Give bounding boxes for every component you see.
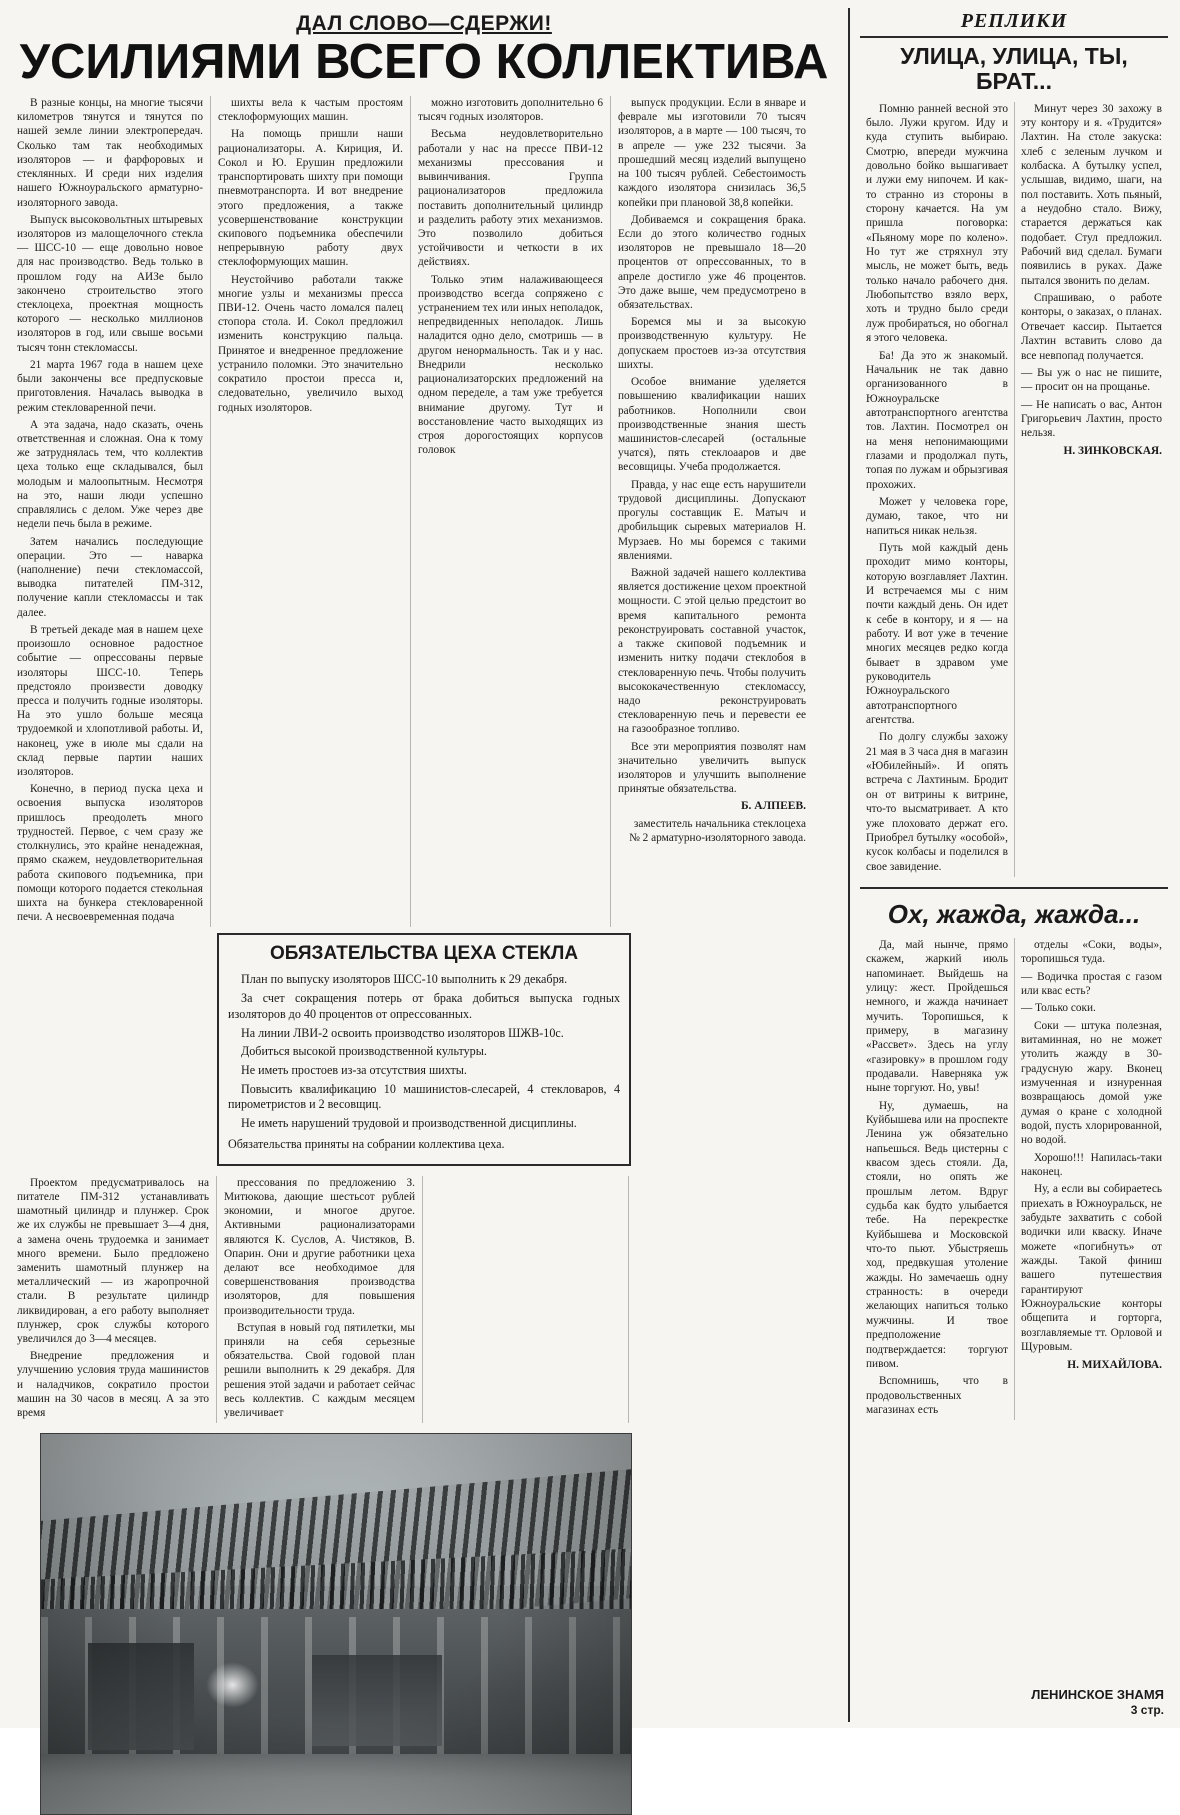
thirst-column-2	[1014, 938, 1168, 1420]
paragraph: Вспомнишь, что в продовольственных магазинах есть	[866, 1375, 1008, 1416]
obligation-item: Повысить квалификацию 10 машинистов-слесарей, 4 стекловаров, 4 пирометристов и 2 весовщиц.	[228, 1081, 620, 1112]
repliki-article2-title: Ох, жажда, жажда...	[887, 898, 1141, 929]
paragraph: На помощь пришли наши рационализаторы. А. Кириция, И. Сокол и Ю. Ерушин предложили транспортировать шихту при помощи пневмотранспорта. И вот внедрение этого предложения, а также усовершенствование конструкции скипового подъемника обеспечили непрерывную работу двух стеклоформующих машин.	[218, 128, 403, 269]
lower-column-3	[422, 1176, 628, 1424]
obligation-item: Добиться высокой производственной культуры.	[241, 1044, 487, 1059]
paragraph: Внедрение предложения и улучшению условия труда машинистов и наладчиков, сократило простои машин на 30 часов в месяц. А за это время	[17, 1350, 209, 1420]
paragraph: Ну, думаешь, на Куйбышева или на проспекте Ленина уж обязательно напьешься. Ведь цистерны с квасом здесь стояли. Да, стояли, но опять же прошлым летом. Вдруг судьба как будто улыбается тебе. На перекрестке Куйбышева и Московской что-то пьют. Убыстряешь ход, предвкушая утоление жажды. Но замечаешь одну странность: в очереди желающих напиться только мужчины. И твое предположение подтверждается: торгуют пивом.	[866, 1099, 1008, 1370]
paragraph: Ну, а если вы собираетесь приехать в Южноуральск, не забудьте захватить с собой водички или кваску. Иначе можете «погибнуть» от жажды. Такой финиш вашего путешествия гарантируют Южноуральские конторы общепита и горторга, возглавляемые тт. Орловой и Щуровым.	[1021, 1183, 1162, 1354]
photo-image	[41, 1434, 631, 1814]
paragraph: Конечно, в период пуска цеха и освоения выпуска изоляторов пришлось преодолеть много трудностей. Первое, с чем сразу же столкнулись, это крайне ненадежная, прямо скажем, неудовлетворительная работа скипового подъемника, при помощи которого подается стекольная шихта на бункера стекловаренной печи. А несвоевременная подача	[17, 783, 203, 924]
article-kicker: ДАЛ СЛОВО—СДЕРЖИ!	[296, 12, 552, 35]
obligations-footer: Обязательства приняты на собрании коллектива цеха.	[228, 1136, 505, 1151]
main-article-columns	[10, 96, 838, 927]
paragraph: 21 марта 1967 года в нашем цехе были закончены все предпусковые приготовления. Началась выводка в режим стекловаренной печи.	[17, 358, 203, 414]
paragraph: Добиваемся и сокращения брака. Если до этого количество годных изоляторов не превышало 18—20 процентов от опрессованных, то в апреле достигло уже 46 процентов. Это даже выше, чем предусмотрено в обязательствах.	[618, 213, 806, 312]
newspaper-name: ЛЕНИНСКОЕ ЗНАМЯ	[1031, 1686, 1164, 1702]
paragraph: А эта задача, надо сказать, очень ответственная и сложная. Она к тому же затруднялась тем, что коллектив цеха только еще складывался, был молодым и малоопытным. Несмотря на это, наши люди успешно справлялись с делом. Уже через две недели печь была в режиме.	[17, 418, 203, 531]
article-signature-role: заместитель начальника стеклоцеха № 2 арматурно-изоляторного завода.	[629, 817, 806, 845]
repliki-article1-signature: Н. ЗИНКОВСКАЯ.	[1063, 444, 1162, 457]
paragraph: можно изготовить дополнительно 6 тысяч годных изоляторов.	[418, 96, 603, 124]
repliki-column-1	[860, 102, 1014, 877]
paragraph: Особое внимание уделяется повышению квалификации наших работников. Нополнили свои производственные знания шесть машинистов-слесарей (остальные учатся), пять стеклоааров и две весовщицы. Учеба продолжается.	[618, 376, 806, 474]
factory-workshop-photo	[40, 1433, 632, 1815]
main-article-section	[10, 8, 850, 1722]
paragraph: — Только соки.	[1021, 1002, 1096, 1015]
repliki-column-2	[1014, 102, 1168, 877]
article-signature-name: Б. АЛПЕЕВ.	[740, 800, 806, 813]
paragraph: Боремся мы и за высокую производственную культуру. Не допускаем простоев из-за отсутствия шихты.	[618, 316, 806, 371]
rubric-title: РЕПЛИКИ	[960, 10, 1068, 32]
paragraph: Спрашиваю, о работе конторы, о заказах, о планах. Отвечает кассир. Пытается Лахтин вставить слово да все невпопад получается.	[1021, 292, 1162, 362]
paragraph: Неустойчиво работали также многие узлы и механизмы пресса ПВИ-12. Очень часто ломался палец стопора стола. И. Сокол предложил изменить конструкцию пальца. Принятое и внедренное предложение устранило поломки. Это значительно сократило простои пресса и, следовательно, увеличило выход годных изоляторов.	[218, 273, 403, 414]
paragraph: Да, май нынче, прямо скажем, жаркий июль напоминает. Выйдешь на улицу: жест. Пройдешься немного, и жажда начинает мучить. Торопишься, к примеру, в магазину «Рассвет». Здесь на углу «газировку» в прошлом году продавали. Наверняка уж ныне торгуют. Но, увы!	[866, 938, 1008, 1095]
repliki-article1-title: УЛИЦА, УЛИЦА, ТЫ, БРАТ...	[900, 43, 1128, 94]
obligations-title: ОБЯЗАТЕЛЬСТВА ЦЕХА СТЕКЛА	[269, 943, 579, 965]
article-column-2	[210, 96, 410, 927]
paragraph: Весьма неудовлетворительно работали у нас на прессе ПВИ-12 механизмы прессования и вывинчивания. Группа рационализаторов предложила поставить дополнительный цилиндр и разделить работу этих механизмов. Это позволило добиться устойчивости и четкости в их действиях.	[418, 128, 603, 269]
paragraph: В разные концы, на многие тысячи километров тянутся и тянутся по нашей земле линии электропередач. Сколько там так необходимых изоляторов — и фарфоровых и стеклянных. И среди них изделия нашего Южноуральского арматурно-изоляторного завода.	[17, 96, 203, 209]
photo-vignette	[41, 1434, 631, 1814]
paragraph: Вступая в новый год пятилетки, мы приняли на себя серьезные обязательства. Свой годовой план решили выполнить к 29 декабря. Для решения этой задачи и работает сейчас весь коллектив. С каждым месяцем увеличивает	[224, 1321, 415, 1420]
paragraph: — Водичка простая с газом или квас есть?	[1021, 970, 1162, 997]
newspaper-page-number: 3 стр.	[1130, 1703, 1164, 1717]
paragraph: Проектом предусматривалось на питателе ПМ-312 устанавливать шамотный цилиндр и плунжер. Срок же их службы не превышает 3—4 дня, а замена очень трудоемка и занимает много времени. Было предложено заменить шамотный плунжер на металлический — из жаропрочной стали. В результате цилиндр ликвидирован, а его работу выполняет плунжер, срок службы которого увеличился до 3—4 месяцев.	[17, 1176, 209, 1346]
paragraph: отделы «Соки, воды», торопишься туда.	[1021, 938, 1162, 966]
paragraph: Правда, у нас еще есть нарушители трудовой дисциплины. Допускают прогулы составщик Е. Матыч и дробильщик сыревых материалов Н. Мурзаев. Но мы боремся с такими явлениями.	[618, 478, 806, 562]
paragraph: Помню ранней весной это было. Лужи кругом. Иду и куда ступить выбираю. Смотрю, впереди мужчина довольно бойко вышагивает и лужи ему нипочем. И как-то странно из стороны в сторону качается. На ум пришла поговорка: «Пьяному море по колено». Но тут же стряхнул эту мысль, не может быть, ведь только начало рабочего дня. Любопытство взяло верх, хоть и трудно было среди луж пробираться, но обогнал я этого человека.	[866, 102, 1008, 345]
paragraph: Хорошо!!! Напилась-таки наконец.	[1021, 1151, 1162, 1179]
lower-column-2	[216, 1176, 422, 1424]
paragraph: Все эти мероприятия позволят нам значительно увеличить выпуск изоляторов и улучшить выполнение принятые обязательства.	[618, 740, 806, 796]
paragraph: шихты вела к частым простоям стеклоформующих машин.	[218, 96, 403, 124]
obligation-item: За счет сокращения потерь от брака добиться выпуска годных изоляторов до 40 процентов от опрессованных.	[228, 991, 620, 1021]
lower-article-columns	[10, 1176, 838, 1424]
lower-column-1	[10, 1176, 216, 1424]
obligation-item: Не иметь нарушений трудовой и производственной дисциплины.	[241, 1116, 577, 1131]
paragraph: В третьей декаде мая в нашем цехе произошло основное радостное событие — опрессованы первые изоляторы ШСС-10. Теперь предстояло произвести доводку пресса и получить годные изоляторы. На это ушло больше месяца трудоемкой и хлопотливой работы. И, наконец, уже в июле мы сдали на склад первые партии наших изоляторов.	[17, 623, 203, 779]
paragraph: Может у человека горе, думаю, такое, что ни напиться никак нельзя.	[866, 495, 1008, 537]
paragraph: выпуск продукции. Если в январе и феврале мы изготовили 70 тысяч изоляторов, а в марте — 100 тысяч, то в апреле — уже 232 тысячи. За прошедший месяц изделий выпущено на 100 тысяч рублей. Себестоимость каждого изолятора снизилась 36,5 копейки при плановой 38,8 копейки.	[618, 96, 806, 209]
obligations-box	[217, 933, 631, 1165]
article-headline: УСИЛИЯМИ ВСЕГО КОЛЛЕКТИВА	[19, 35, 829, 89]
repliki-article2-signature: Н. МИХАЙЛОВА.	[1067, 1358, 1162, 1371]
paragraph: Путь мой каждый день проходит мимо конторы, которую возглавляет Лахтин. И встречаемся мы с ним почти каждый день. Он идет к себе в контору, и я — на работу. И вот уже в течение многих месяцев редко когда бывает в здравом уме руководитель Южноуральского автотранспортного агентства.	[866, 541, 1008, 727]
paragraph: — Не написать о вас, Антон Григорьевич Лахтин, просто нельзя.	[1021, 398, 1162, 440]
paragraph: Только этим налаживающееся производство всегда сопряжено с устранением тех или иных неполадок, непредвиденных неполадок. Лишь наладится одно дело, смотришь — в другом ненормальность. Так и у нас. Внедрили несколько рационализаторских предложений на одном переделе, а там уже требуется внимание другому. Тут и восстановление часто выходящих из строя дорогостоящих корпусов головок	[418, 273, 603, 457]
obligation-item: План по выпуску изоляторов ШСС-10 выполнить к 29 декабря.	[241, 972, 568, 987]
paragraph: Ба! Да это ж знакомый. Начальник не так давно организованного в Южноуральске автотранспортного агентства тов. Лахтин. Посмотрел он на меня непонимающими глазами и продолжал путь, топая по лужам и обрызгивая прохожих.	[866, 349, 1009, 491]
repliki-article2-columns	[860, 938, 1168, 1420]
article-column-4	[610, 96, 810, 927]
repliki-section	[850, 8, 1168, 1722]
repliki-article2	[860, 887, 1168, 1420]
obligation-item: На линии ЛВИ-2 освоить производство изоляторов ШЖВ-10с.	[241, 1025, 564, 1040]
paragraph: Важной задачей нашего коллектива является достижение цехом проектной мощности. С этой целью предстоит во время капитального ремонта реконструировать составной участок, а также скиповой подъемник и изменить нитку подачи стеклобоя в стекловаренную печь. Чтобы получить высококачественную стекломассу, надо реконструировать стекловаренную печь и перевести ее на газообразное топливо.	[618, 566, 806, 736]
repliki-article1-columns	[860, 102, 1168, 877]
paragraph: — Вы уж о нас не пишите, — просит он на прощанье.	[1021, 366, 1162, 394]
paragraph: Соки — штука полезная, витаминная, но не может утолить жажду в 30-градусную жару. Вконец измученная и изнуренная возвращаюсь домой уже думая о кране с холодной водой, пусть хлорированной, но водой.	[1021, 1019, 1162, 1147]
paragraph: Выпуск высоковольтных штыревых изоляторов из малощелочного стекла — ШСС-10 — еще довольно новое для нас производство. Ведь только в прошлом году на АИЗе было закончено строительство этого стеклоцеха, проектная мощность которого — несколько миллионов изоляторов в год, или свыше восьми тысяч тонн стекломассы.	[17, 213, 203, 354]
paragraph: прессования по предложению З. Митюкова, дающие шестьсот рублей экономии, и многое другое. Активными рационализаторами являются К. Суслов, А. Чистяков, В. Опарин. Они и другие работники цеха делают все необходимое для совершенствования производства изоляторов, для повышения производительности труда.	[224, 1176, 415, 1317]
paragraph: По долгу службы захожу 21 мая в 3 часа дня в магазин «Юбилейный». И опять встреча с Лахтиным. Бродит он от витрины к витрине, что-то высматривает. А кто уже плоховато держат его. Приобрел бутылку «особой», кусок колбасы и поделился в свое завидение.	[866, 731, 1008, 873]
lower-column-4	[628, 1176, 834, 1424]
article-column-1	[10, 96, 210, 927]
obligation-item: Не иметь простоев из-за отсутствия шихты.	[241, 1063, 467, 1078]
rubric-divider	[860, 36, 1168, 38]
newspaper-footer	[1031, 1687, 1164, 1718]
thirst-column-1	[860, 938, 1014, 1420]
paragraph: Минут через 30 захожу в эту контору и я. «Трудится» Лахтин. На столе закуска: хлеб с зеленым лучком и колбаска. А бутылку успел, услышав, видимо, шаги, на пол поставить. Хоть пьяный, а неудобно стало. Вижу, старается держаться как подобает. Стул предложил. Рабочий вид сделал. Бумаги появились в руках. Даже пытался звонить по делам.	[1021, 102, 1162, 287]
article-column-3	[410, 96, 610, 927]
paragraph: Затем начались последующие операции. Это — наварка (наполнение) печи стекломассой, выводка питателей ПМ-312, получение капли стекломассы и так далее.	[17, 535, 203, 619]
